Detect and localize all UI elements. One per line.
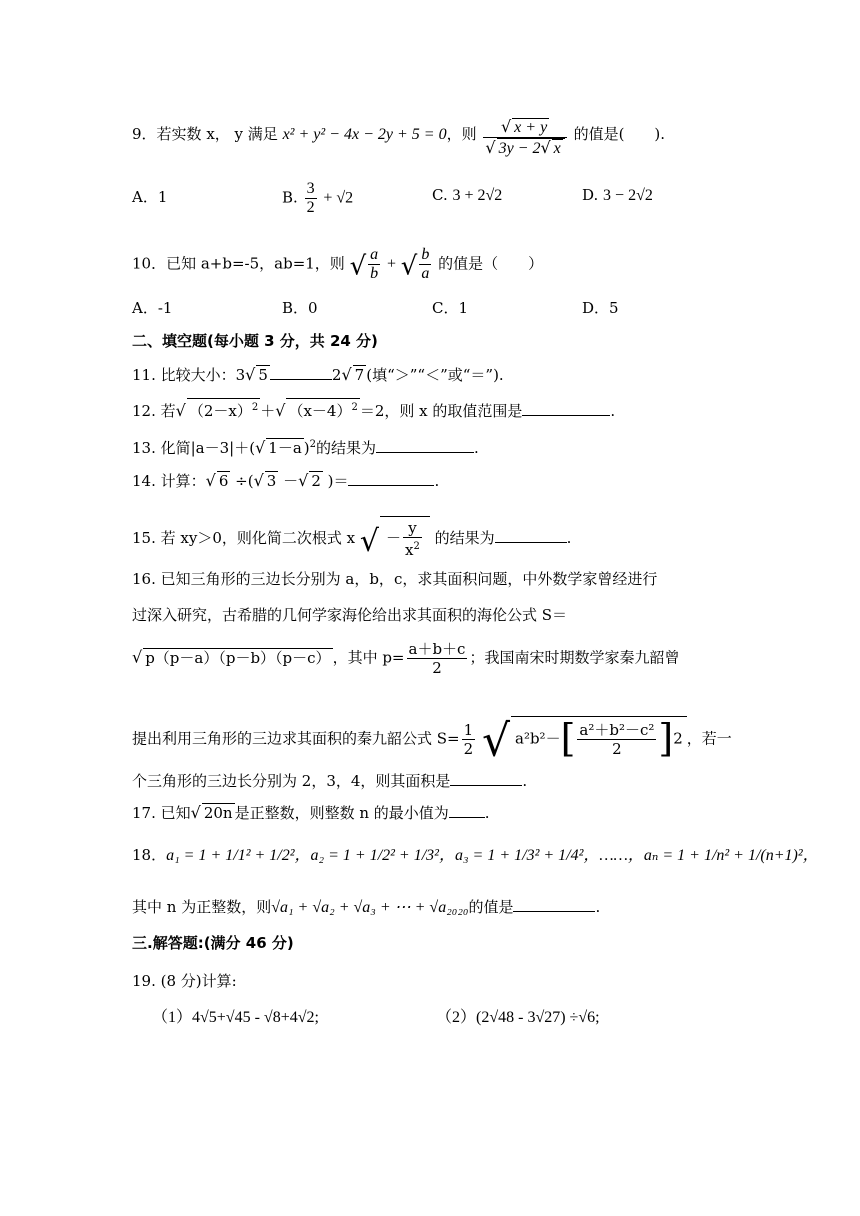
q14-end: . bbox=[434, 472, 440, 490]
q17-blank[interactable] bbox=[449, 817, 485, 818]
q12-end: . bbox=[610, 402, 616, 420]
q13-end: . bbox=[474, 439, 479, 457]
q14-line: 14. 计算：√ 6 ÷(√ 3 －√ 2 )＝ . bbox=[132, 471, 440, 490]
q16-line3-tail: ；我国南宋时期数学家秦九韶曾 bbox=[469, 648, 680, 667]
q10-option-d: D．5 bbox=[582, 299, 619, 317]
q9-b-fraction bbox=[305, 180, 317, 217]
q14-blank[interactable] bbox=[348, 485, 434, 486]
q12-r2-wrap: $(x-4)^2$ bbox=[286, 398, 359, 420]
q9-c-label: C. bbox=[432, 186, 448, 204]
q10-text: 10．已知 a+b=-5，ab=1，则 bbox=[132, 254, 345, 273]
q16-blank[interactable] bbox=[450, 785, 522, 786]
q16-inner-den: 2 bbox=[612, 740, 622, 758]
q16-p-num: a＋b＋c bbox=[408, 640, 466, 658]
q9-number: 9． bbox=[132, 125, 157, 143]
q16-line5-text: 个三角形的三边长分别为 2，3，4，则其面积是 bbox=[132, 772, 451, 790]
q9-equation: x² + y² − 4x − 2y + 5 = 0 bbox=[282, 126, 447, 143]
q18-end: . bbox=[595, 898, 601, 916]
q17-text-a: 17. 已知 bbox=[132, 804, 191, 822]
q14-r1: 6 bbox=[218, 472, 229, 490]
q14-text-d: )＝ bbox=[322, 472, 349, 490]
q19-part2: （2）(2√48 - 3√27) ÷√6; bbox=[436, 1009, 600, 1026]
q18-line2-b: 的值是 bbox=[468, 898, 514, 916]
sqrt-icon: √ bbox=[349, 251, 367, 282]
q18-sum: √a₁ + √a₂ + √a₃ + ⋯ + √a₂₀₂₀ bbox=[271, 899, 469, 916]
q9-b-den: 2 bbox=[306, 199, 315, 216]
q15-den: x bbox=[405, 541, 414, 559]
q16-pow: 2 bbox=[673, 729, 683, 748]
q9-option-b bbox=[282, 180, 353, 217]
sqrt-icon: √ bbox=[481, 715, 510, 767]
q12-plus: ＋ bbox=[260, 402, 276, 420]
q9-suffix: 的值是( ). bbox=[573, 125, 666, 143]
q9-d-val: 3 − 2√2 bbox=[603, 187, 653, 204]
q9-b-label: B. bbox=[282, 188, 298, 207]
q18-line2 bbox=[132, 896, 800, 919]
q9-option-d bbox=[582, 186, 653, 205]
q19-title: 19. (8 分)计算: bbox=[132, 972, 237, 990]
q18-blank[interactable] bbox=[513, 911, 595, 912]
q9-prefix: 若实数 x， y 满足 bbox=[156, 125, 278, 143]
q10-line: 10．已知 a+b=-5，ab=1，则 √ $\frac{a}{b}$ + √ $\frac{b}{a}$ 的值是（ ） bbox=[132, 246, 544, 282]
q12-blank[interactable] bbox=[522, 415, 610, 416]
q18-line1 bbox=[132, 844, 819, 867]
q16-half-num: 1 bbox=[463, 721, 474, 739]
q9-b-tail: + √2 bbox=[323, 189, 354, 207]
q15-text-b: 的结果为 bbox=[434, 529, 495, 547]
q16-line1: 16. 已知三角形的三边长分别为 a，b，c，求其面积问题，中外数学家曾经进行 bbox=[132, 570, 658, 588]
q16-line4 bbox=[132, 715, 800, 767]
q11-r2: 7 bbox=[354, 366, 365, 384]
section-2-heading: 二、填空题(每小题 3 分，共 24 分) bbox=[132, 332, 378, 350]
q11-line: 11. 比较大小：3√ 5 2√ 7 (填“＞”“＜”或“＝”). bbox=[132, 365, 504, 384]
q17-r1: 20n bbox=[203, 804, 233, 822]
q10-option-a: A．-1 bbox=[132, 299, 173, 317]
q16-line5 bbox=[132, 770, 800, 792]
q16-heron-radicand: p（p－a）（p－b）（p－c） bbox=[145, 648, 331, 667]
q9-mid: ，则 bbox=[446, 125, 477, 143]
q15-text-a: 15. 若 xy＞0，则化简二次根式 x bbox=[132, 529, 356, 547]
q13-line: 13. 化简|a－3|＋(√ 1－a )$^2$的结果为 . bbox=[132, 438, 479, 457]
q13-blank[interactable] bbox=[376, 452, 474, 453]
q14-text-c: － bbox=[278, 472, 299, 490]
q16-half-den: 2 bbox=[463, 740, 474, 758]
q13-text-b: ) bbox=[303, 439, 310, 457]
q16-end: . bbox=[522, 772, 528, 790]
q11-r1: 5 bbox=[258, 366, 268, 384]
q13-text-c: 的结果为 bbox=[316, 439, 377, 457]
q16-p-fraction bbox=[407, 640, 468, 677]
q10-option-b: B．0 bbox=[282, 299, 318, 317]
q9-b-num: 3 bbox=[306, 180, 315, 197]
q17-end: . bbox=[484, 804, 490, 822]
q13-r1: 1－a bbox=[268, 439, 302, 457]
q15-line bbox=[132, 516, 800, 561]
q15-blank[interactable] bbox=[495, 542, 567, 543]
q9-option-c bbox=[432, 186, 502, 205]
q17-line: 17. 已知√ 20n 是正整数，则整数 n 的最小值为 . bbox=[132, 803, 490, 822]
q11-blank[interactable] bbox=[270, 379, 332, 380]
q18-sequence: a₁ = 1 + 1/1² + 1/2²，a₂ = 1 + 1/2² + 1/3²，a₃ = 1 + 1/3² + 1/4²，……，aₙ = 1 + 1/n² + 1/(n+1)²， bbox=[166, 847, 819, 864]
q16-p-den: 2 bbox=[432, 659, 442, 677]
q9-option-a: A．1 bbox=[132, 188, 168, 206]
q16-qin-radicand: a²b²－[ $\frac{\text{a²＋b²－c²}}{2}$ ]2 bbox=[511, 716, 687, 762]
q12-r1-wrap: $(2-x)^2$ bbox=[187, 398, 260, 420]
q18-line2-a: 其中 n 为正整数，则 bbox=[132, 898, 272, 916]
q15-radicand: － $\frac{y}{x^2}$ bbox=[380, 516, 430, 561]
q16-line3: √ p（p－a）（p－b）（p－c） ，其中 p= $\frac{a+b+c}{2}$ ；我国南宋时期数学家秦九韶曾 bbox=[132, 640, 680, 677]
q15-end: . bbox=[566, 529, 572, 547]
q15-num: y bbox=[403, 519, 422, 538]
q16-half bbox=[462, 721, 476, 758]
q12-text-b: ＝2，则 x 的取值范围是 bbox=[359, 402, 523, 420]
q16-line4-tail: ，若一 bbox=[686, 729, 732, 748]
q17-text-b: 是正整数，则整数 n 的最小值为 bbox=[234, 804, 449, 822]
q12-r1: （2－x） bbox=[188, 402, 252, 420]
q16-line3-mid: ，其中 p= bbox=[332, 648, 405, 667]
q16-line4-a: 提出利用三角形的三边求其面积的秦九韶公式 S= bbox=[132, 729, 460, 748]
q9-c-val: 3 + 2√2 bbox=[452, 187, 503, 204]
q12-line: 12. 若√ $(2-x)^2$ ＋√ $(x-4)^2 =2$，则 x 的取值范围是 . bbox=[132, 398, 800, 422]
q11-text-a: 11. 比较大小：3 bbox=[132, 366, 246, 384]
q18-number: 18． bbox=[132, 846, 167, 864]
q11-text-b: 2 bbox=[331, 366, 342, 384]
q9-d-label: D. bbox=[582, 186, 599, 204]
q14-text-b: ÷( bbox=[230, 472, 254, 490]
q16-inner: a²b²－ bbox=[515, 729, 561, 748]
q14-r2: 3 bbox=[266, 472, 277, 490]
sqrt-icon: √ bbox=[400, 251, 418, 282]
q10-frac1: $\frac{a}{b}$ bbox=[370, 246, 379, 282]
q10-frac2: $\frac{b}{a}$ bbox=[421, 246, 430, 282]
q9-frac-den-a: 3y − 2 bbox=[498, 140, 541, 157]
q9-frac-num: x + y bbox=[514, 119, 548, 136]
section-3-heading: 三.解答题:(满分 46 分) bbox=[132, 934, 294, 952]
q19-part1: （1）4√5+√45 - √8+4√2; bbox=[152, 1009, 319, 1026]
q9-line bbox=[132, 118, 800, 158]
q9-frac-den-b: x bbox=[553, 140, 561, 157]
q11-text-c: (填“＞”“＜”或“＝”). bbox=[366, 366, 504, 384]
q10-tail: 的值是（ ） bbox=[438, 254, 544, 273]
q9-fraction: $\frac{√ x + y}{√ 3y - 2√ x}$ bbox=[483, 118, 566, 158]
q12-r2: （x－4） bbox=[288, 402, 352, 420]
q16-inner-num: a²＋b²－c² bbox=[579, 721, 655, 739]
q13-text-a: 13. 化简|a－3|＋( bbox=[132, 439, 256, 457]
sqrt-icon: √ bbox=[359, 524, 380, 559]
q10-option-c: C．1 bbox=[432, 299, 469, 317]
q16-line2: 过深入研究，古希腊的几何学家海伦给出求其面积的海伦公式 S＝ bbox=[132, 606, 568, 624]
q12-text-a: 12. 若 bbox=[132, 402, 176, 420]
q14-text-a: 14. 计算： bbox=[132, 472, 206, 490]
q14-r3: 2 bbox=[311, 472, 321, 490]
